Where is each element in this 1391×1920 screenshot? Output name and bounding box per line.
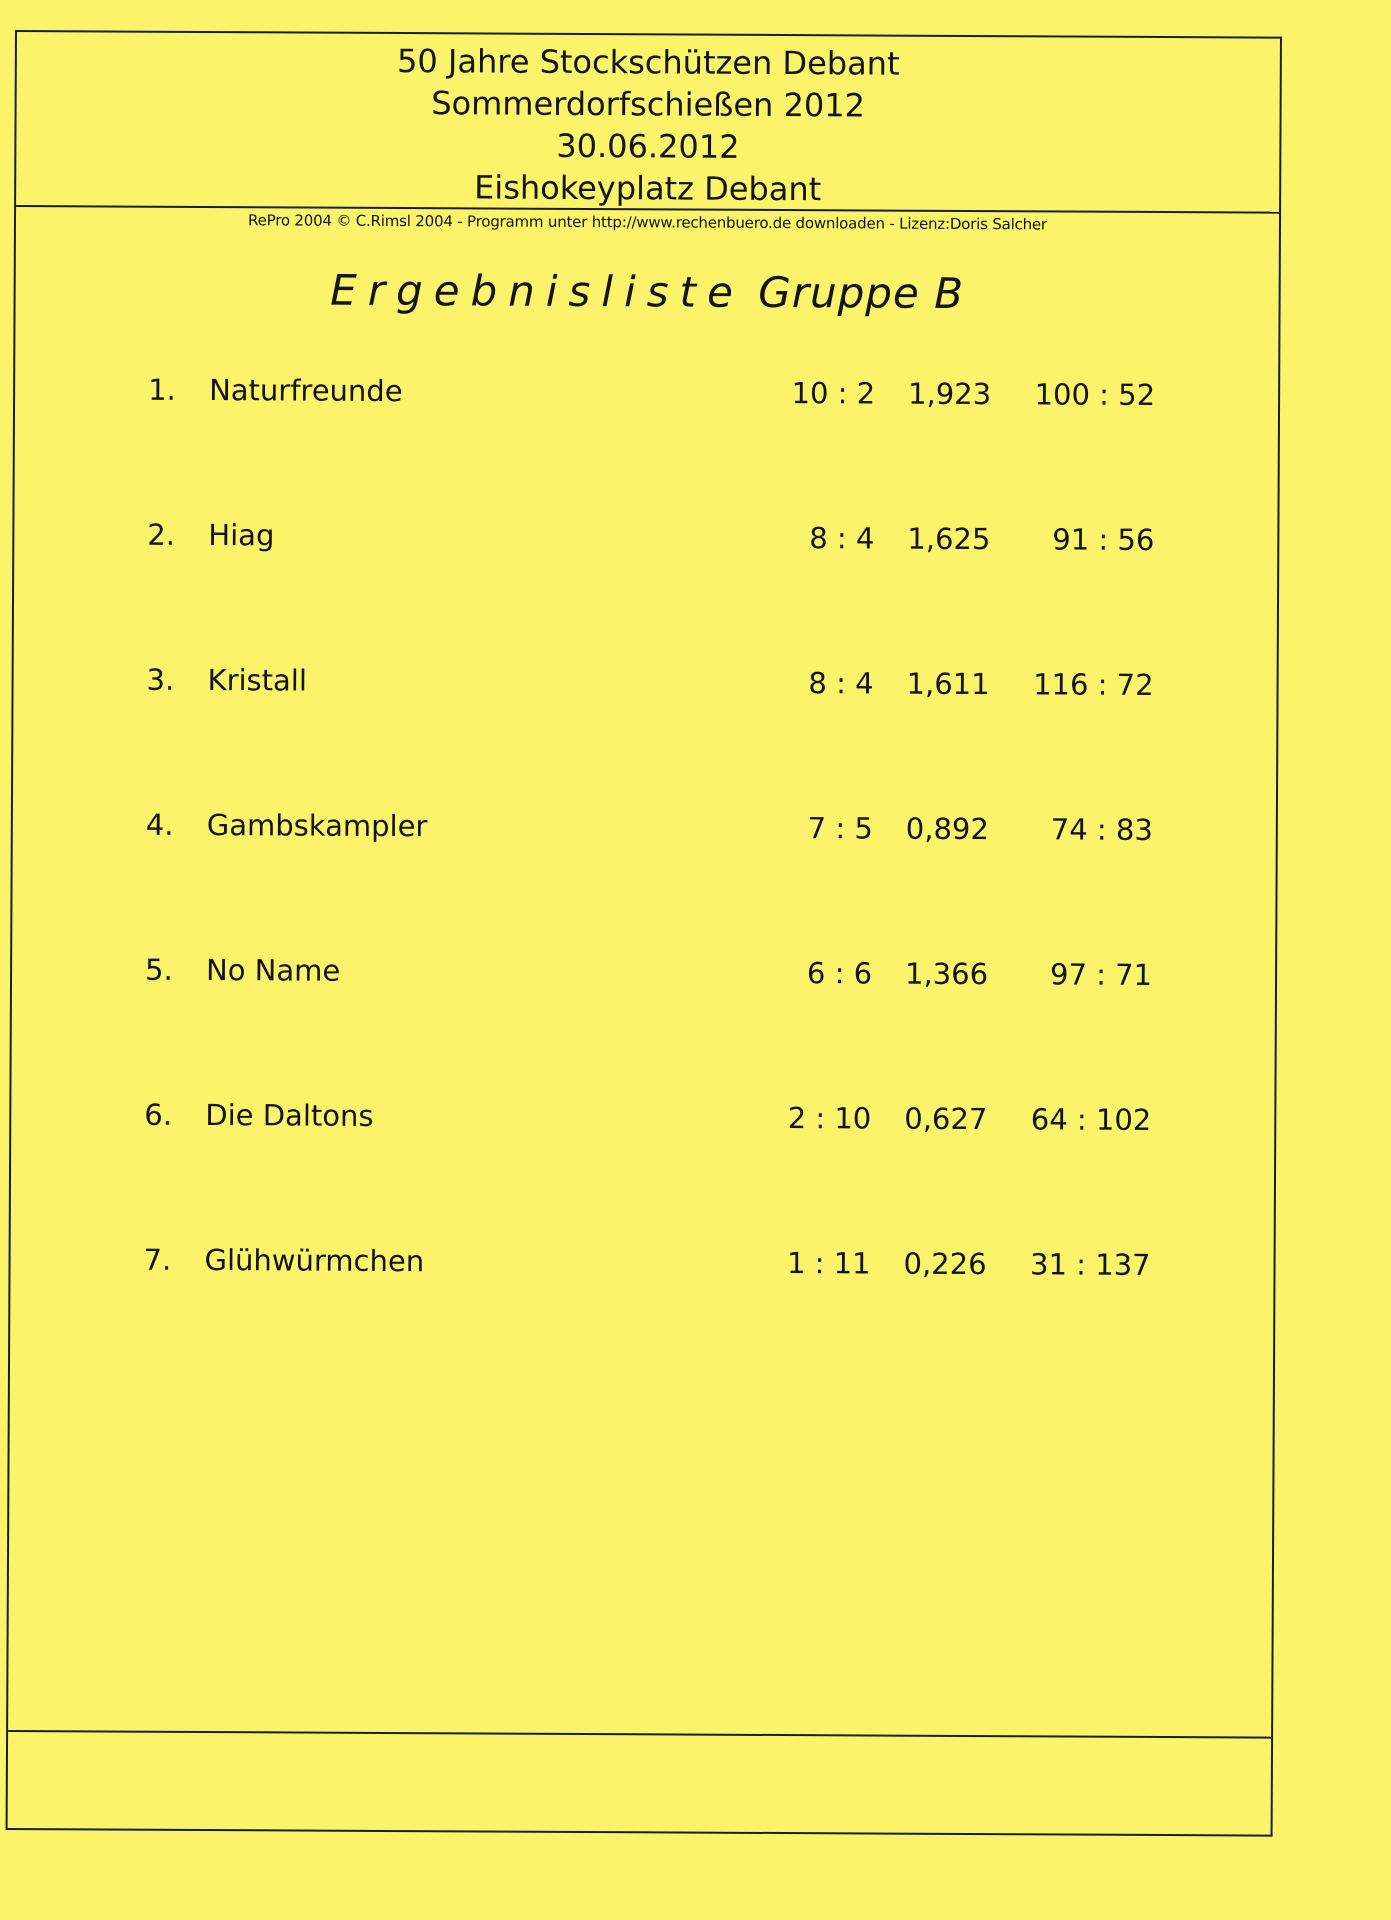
event-title: 50 Jahre Stockschützen Debant [396, 42, 900, 83]
result-rank: 4. [145, 807, 174, 842]
result-row [11, 1097, 1274, 1154]
result-score: 74 : 83 [1050, 812, 1153, 847]
result-points: 1 : 11 [786, 1246, 871, 1281]
results-title-word: Ergebnisliste [330, 265, 745, 317]
result-score: 91 : 56 [1052, 522, 1155, 557]
result-row [15, 372, 1278, 429]
result-row [12, 952, 1275, 1009]
result-quotient: 1,625 [907, 521, 991, 557]
results-title [16, 264, 1279, 320]
result-rank: 2. [147, 517, 176, 552]
result-quotient: 1,923 [908, 376, 992, 412]
result-score: 100 : 52 [1034, 377, 1156, 412]
result-score: 64 : 102 [1030, 1102, 1152, 1137]
results-sheet-frame [6, 30, 1282, 1837]
event-date: 30.06.2012 [556, 126, 740, 166]
result-row [13, 662, 1276, 719]
result-team: Naturfreunde [209, 373, 403, 409]
result-rank: 3. [146, 662, 175, 697]
result-row [14, 517, 1277, 574]
software-credit: RePro 2004 © C.Rimsl 2004 - Programm unter http://www.rechenbuero.de downloaden - Lizenz:Doris Salcher [248, 211, 1047, 234]
result-rank: 1. [148, 372, 176, 407]
result-quotient: 0,892 [905, 811, 989, 847]
result-points: 8 : 4 [809, 521, 875, 556]
event-subtitle: Sommerdorfschießen 2012 [431, 84, 866, 125]
results-group: Gruppe B [758, 267, 965, 318]
result-row [10, 1242, 1273, 1299]
result-score: 97 : 71 [1049, 957, 1153, 992]
footer-box [8, 1730, 1271, 1835]
result-quotient: 0,226 [903, 1246, 987, 1282]
result-points: 8 : 4 [808, 666, 874, 701]
event-venue: Eishokeyplatz Debant [474, 168, 822, 209]
result-quotient: 0,627 [904, 1101, 988, 1137]
result-points: 7 : 5 [807, 811, 873, 846]
result-quotient: 1,366 [904, 956, 989, 992]
result-rank: 5. [144, 952, 173, 987]
result-team: No Name [205, 953, 341, 988]
result-team: Die Daltons [205, 1098, 374, 1133]
event-header [16, 32, 1280, 214]
result-row [13, 807, 1276, 864]
result-points: 6 : 6 [806, 956, 873, 991]
result-score: 31 : 137 [1029, 1247, 1151, 1282]
result-rank: 7. [143, 1242, 172, 1277]
result-rank: 6. [144, 1097, 173, 1132]
result-quotient: 1,611 [906, 666, 990, 702]
result-team: Glühwürmchen [204, 1243, 425, 1279]
result-points: 2 : 10 [787, 1101, 872, 1136]
result-score: 116 : 72 [1033, 667, 1154, 702]
results-list [15, 372, 1278, 1282]
result-team: Hiag [208, 518, 275, 553]
result-team: Gambskampler [206, 808, 428, 844]
result-team: Kristall [207, 663, 308, 698]
result-points: 10 : 2 [791, 376, 876, 411]
